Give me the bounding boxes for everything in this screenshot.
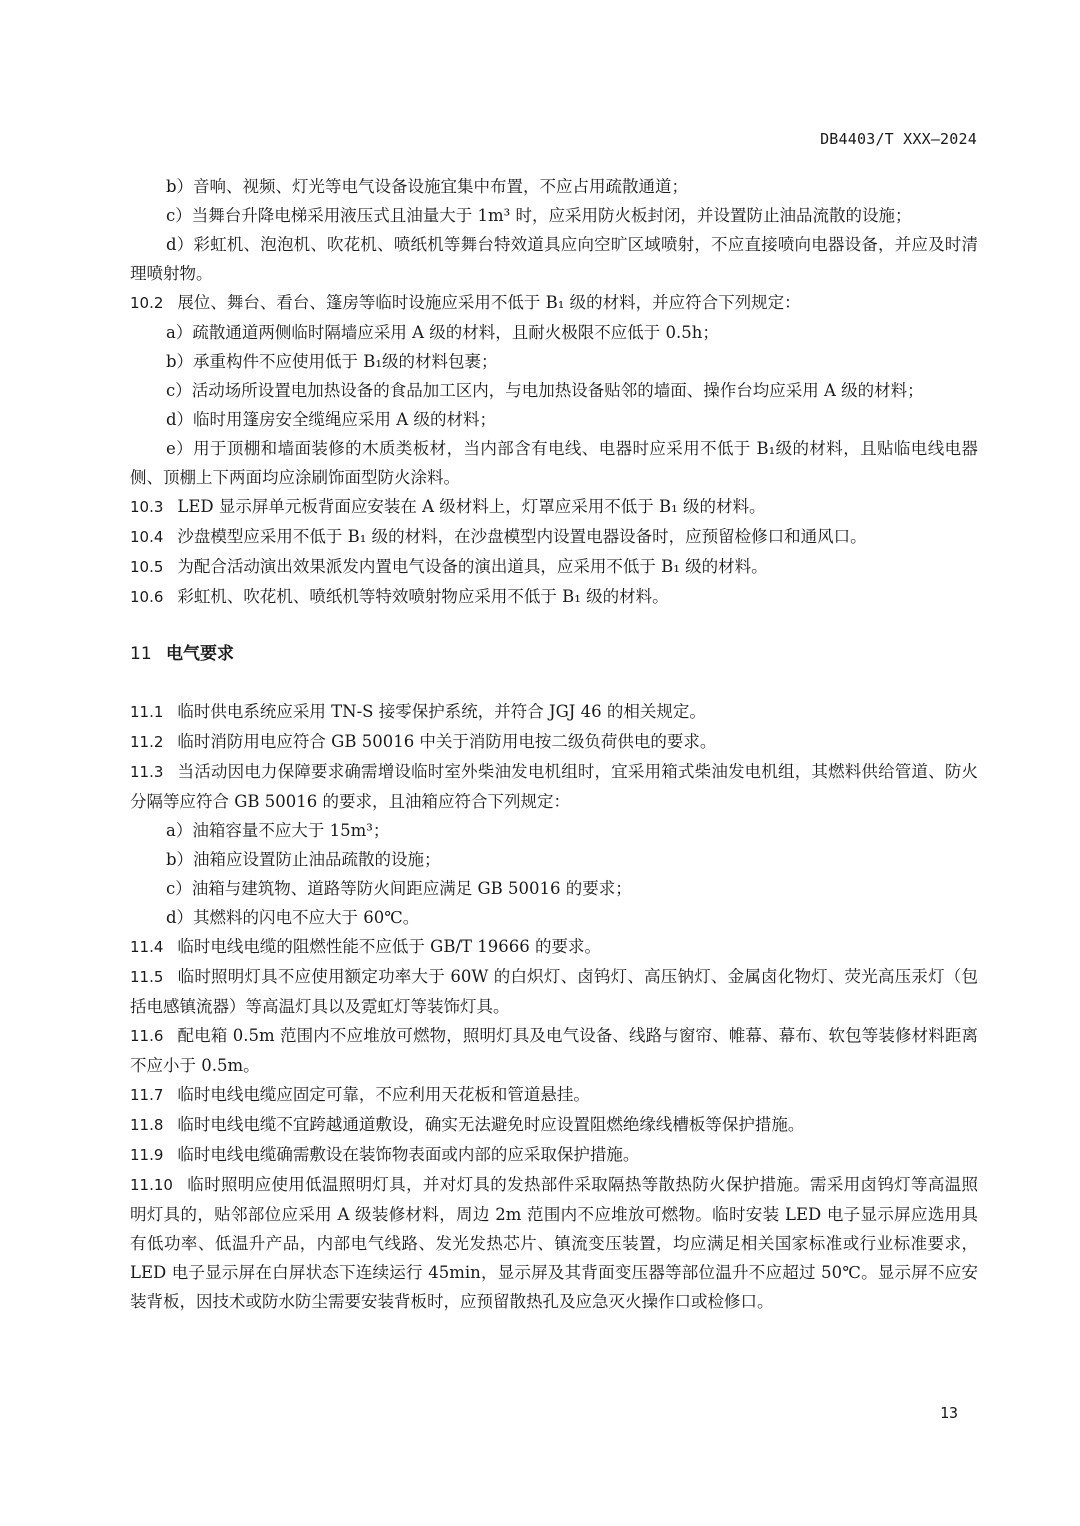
list-item: c）当舞台升降电梯采用液压式且油量大于 1m³ 时，应采用防火板封闭，并设置防止油品流散的设施； — [166, 206, 912, 225]
clause-11-1: 11.1 临时供电系统应采用 TN-S 接零保护系统，并符合 JGJ 46 的相关规定。 — [130, 702, 706, 721]
list-item: d）临时用篷房安全缆绳应采用 A 级的材料； — [166, 410, 496, 429]
clause-11-9: 11.9 临时电线电缆确需敷设在装饰物表面或内部的应采取保护措施。 — [130, 1145, 640, 1164]
clause-11-3: 11.3 当活动因电力保障要求确需增设临时室外柴油发电机组时，宜采用箱式柴油发电机组，其燃料供给管道、防火分隔等应符合 GB 50016 的要求，且油箱应符合下列规定： — [130, 762, 978, 811]
clause-10-6: 10.6 彩虹机、吹花机、喷纸机等特效喷射物应采用不低于 B₁ 级的材料。 — [130, 587, 669, 606]
list-item: c）活动场所设置电加热设备的食品加工区内，与电加热设备贴邻的墙面、操作台均应采用 A 级的材料； — [166, 381, 924, 400]
list-item: d）其燃料的闪电不应大于 60℃。 — [166, 908, 420, 927]
list-item: a）油箱容量不应大于 15m³； — [166, 821, 390, 840]
clause-11-8: 11.8 临时电线电缆不宜跨越通道敷设，确实无法避免时应设置阻燃绝缘线槽板等保护措施。 — [130, 1115, 805, 1134]
clause-10-4: 10.4 沙盘模型应采用不低于 B₁ 级的材料，在沙盘模型内设置电器设备时，应预留检修口和通风口。 — [130, 527, 867, 546]
clause-11-2: 11.2 临时消防用电应符合 GB 50016 中关于消防用电按二级负荷供电的要求。 — [130, 732, 717, 751]
list-item: a）疏散通道两侧临时隔墙应采用 A 级的材料，且耐火极限不应低于 0.5h； — [166, 323, 719, 342]
page-body — [130, 172, 978, 1316]
page-number: 13 — [940, 1404, 959, 1422]
clause-11-5: 11.5 临时照明灯具不应使用额定功率大于 60W 的白炽灯、卤钨灯、高压钠灯、金属卤化物灯、荧光高压汞灯（包括电感镇流器）等高温灯具以及霓虹灯等装饰灯具。 — [130, 967, 978, 1016]
clause-11-10: 11.10 临时照明应使用低温照明灯具，并对灯具的发热部件采取隔热等散热防火保护措施。需采用卤钨灯等高温照明灯具的，贴邻部位应采用 A 级装修材料，周边 2m 范围内不应堆放可燃物。临时安装 LED 电子显示屏应选用具有低功率、低温升产品，内部电气线路、发光发热芯片、镇流变压装置，均应满足相关国家标准或行业标准要求，LED 电子显示屏在白屏状态下连续运行 45min，显示屏及其背面变压器等部位温升不应超过 50℃。显示屏不应安装背板，因技术或防水防尘需要安装背板时，应预留散热孔及应急灭火操作口或检修口。 — [130, 1175, 978, 1311]
document-id-header: DB4403/T XXX—2024 — [820, 130, 977, 148]
list-item: b）承重构件不应使用低于 B₁级的材料包裹； — [166, 352, 498, 371]
clause-11-4: 11.4 临时电线电缆的阻燃性能不应低于 GB/T 19666 的要求。 — [130, 937, 602, 956]
clause-11-7: 11.7 临时电线电缆应固定可靠，不应利用天花板和管道悬挂。 — [130, 1085, 590, 1104]
list-item: b）油箱应设置防止油品疏散的设施； — [166, 850, 441, 869]
clause-10-5: 10.5 为配合活动演出效果派发内置电气设备的演出道具，应采用不低于 B₁ 级的材料。 — [130, 557, 768, 576]
clause-11-6: 11.6 配电箱 0.5m 范围内不应堆放可燃物，照明灯具及电气设备、线路与窗帘、帷幕、幕布、软包等装修材料距离不应小于 0.5m。 — [130, 1026, 978, 1075]
list-item: b）音响、视频、灯光等电气设备设施宜集中布置，不应占用疏散通道； — [166, 177, 689, 196]
list-item: c）油箱与建筑物、道路等防火间距应满足 GB 50016 的要求； — [166, 879, 632, 898]
clause-10-3: 10.3 LED 显示屏单元板背面应安装在 A 级材料上，灯罩应采用不低于 B₁ 级的材料。 — [130, 497, 766, 516]
chapter-heading: 11 电气要求 — [130, 644, 234, 664]
clause-10-2: 10.2 展位、舞台、看台、篷房等临时设施应采用不低于 B₁ 级的材料，并应符合下列规定： — [130, 293, 801, 312]
list-item: e）用于顶棚和墙面装修的木质类板材，当内部含有电线、电器时应采用不低于 B₁级的材料，且贴临电线电器侧、顶棚上下两面均应涂刷饰面型防火涂料。 — [130, 439, 978, 487]
list-item: d）彩虹机、泡泡机、吹花机、喷纸机等舞台特效道具应向空旷区域喷射，不应直接喷向电器设备，并应及时清理喷射物。 — [130, 235, 978, 283]
